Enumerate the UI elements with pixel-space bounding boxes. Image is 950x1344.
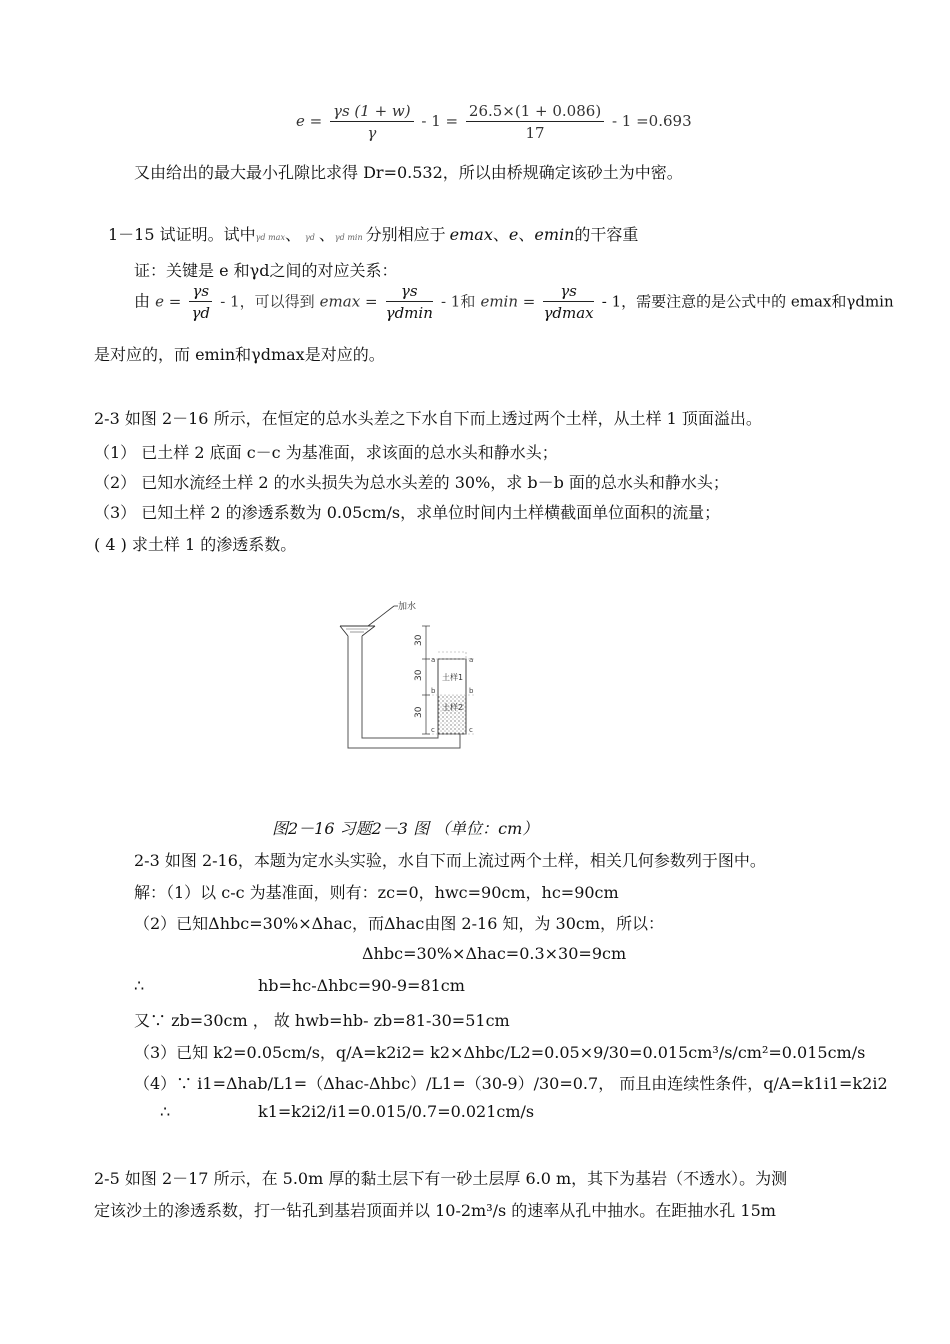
soil-sample-2-label: 土样2 bbox=[442, 703, 464, 712]
p2-sym2: γd bbox=[304, 233, 315, 242]
label-c-right: c bbox=[469, 726, 473, 734]
equation-void-ratio bbox=[296, 102, 692, 142]
label-a-right: a bbox=[469, 656, 474, 664]
p2-emin: emin bbox=[534, 225, 575, 244]
problem-2-3-item-3: （3） 已知土样 2 的渗透系数为 0.05cm/s，求单位时间内土样横截面单位面积的流量； bbox=[94, 503, 721, 522]
tube-inner bbox=[362, 636, 438, 738]
p4-e-eq: e = bbox=[155, 292, 182, 311]
p4-f3-den: γdmax bbox=[543, 304, 594, 322]
eq1-frac2-num: 26.5×(1 + 0.086) bbox=[466, 102, 604, 122]
problem-2-3-item-4: ( 4 ) 求土样 1 的渗透系数。 bbox=[94, 535, 297, 554]
dimension-label-3: 30 bbox=[414, 706, 424, 718]
label-a-left: a bbox=[431, 656, 436, 664]
solution-step-5: 又∵ zb=30cm ， 故 hwb=hb- zb=81-30=51cm bbox=[134, 1011, 510, 1030]
p2-e: e bbox=[508, 225, 519, 244]
problem-2-5-line-1: 2-5 如图 2－17 所示，在 5.0m 厚的黏土层下有一砂土层厚 6.0 m，其下为基岩（不透水）。为测 bbox=[94, 1169, 788, 1188]
solution-step-4: hb=hc-Δhbc=90-9=81cm bbox=[258, 976, 465, 995]
p4-f1-num: γs bbox=[189, 282, 212, 302]
therefore-symbol-2: ∴ bbox=[160, 1102, 171, 1121]
label-b-right: b bbox=[469, 687, 474, 695]
dimension-label-1: 30 bbox=[414, 634, 424, 646]
p2-suffix: 的干容重 bbox=[574, 225, 639, 244]
problem-2-3-title: 2-3 如图 2－16 所示，在恒定的总水头差之下水自下而上透过两个土样，从土样 1 顶面溢出。 bbox=[94, 409, 762, 428]
solution-step-7: （4）∵ i1=Δhab/L1=（Δhac-Δhbc）/L1=（30-9）/30=0.7， 而且由连续性条件，q/A=k1i1=k2i2 bbox=[134, 1074, 888, 1093]
p4-mid2: - 1和 bbox=[440, 292, 476, 311]
soil-sample-2-fill bbox=[438, 695, 466, 734]
p4-f2-num: γs bbox=[386, 282, 433, 302]
problem-2-3-item-2: （2） 已知水流经土样 2 的水头损失为总水头差的 30%，求 b－b 面的总水头和静水头； bbox=[94, 473, 729, 492]
eq1-result: - 1 =0.693 bbox=[611, 112, 692, 130]
water-pointer-line bbox=[368, 606, 394, 626]
label-b-left: b bbox=[431, 687, 436, 695]
label-c-left: c bbox=[431, 726, 435, 734]
eq1-minus-one: - 1 = bbox=[421, 112, 459, 130]
reservoir-left-wall bbox=[340, 626, 348, 636]
p2-sym3: γd min bbox=[334, 233, 363, 242]
p4-fraction-2 bbox=[386, 282, 433, 322]
p2-sep2: 、 bbox=[318, 225, 335, 244]
p2-middle: 分别相应于 bbox=[365, 225, 446, 244]
p2-sep4: 、 bbox=[518, 225, 535, 244]
dimension-label-2: 30 bbox=[414, 669, 424, 681]
eq1-fraction-2 bbox=[466, 102, 604, 142]
p4-emin-eq: emin = bbox=[480, 292, 536, 311]
problem-2-5-line-2: 定该沙土的渗透系数，打一钻孔到基岩顶面并以 10-2m³/s 的速率从孔中抽水。在距抽水孔 15m bbox=[94, 1201, 776, 1220]
soil-sample-1-label: 土样1 bbox=[442, 673, 464, 682]
p2-sym1: γd max bbox=[255, 233, 285, 242]
proof-conclusion: 是对应的，而 emin和γdmax是对应的。 bbox=[94, 345, 385, 364]
p4-fraction-3 bbox=[543, 282, 593, 322]
figure-2-16 bbox=[330, 596, 510, 756]
eq1-frac1-den: γ bbox=[367, 124, 377, 142]
p4-f1-den: γd bbox=[191, 304, 211, 322]
eq1-lhs: e = bbox=[296, 112, 323, 130]
therefore-symbol-1: ∴ bbox=[134, 976, 145, 995]
water-label: 加水 bbox=[398, 602, 417, 612]
reservoir-right-wall bbox=[362, 626, 375, 636]
paragraph-dr: 又由给出的最大最小孔隙比求得 Dr=0.532，所以由桥规确定该砂土为中密。 bbox=[134, 163, 683, 182]
problem-2-3-item-1: （1） 已土样 2 底面 c－c 为基准面，求该面的总水头和静水头； bbox=[94, 443, 558, 462]
solution-step-6: （3）已知 k2=0.05cm/s，q/A=k2i2= k2×Δhbc/L2=0.05×9/30=0.015cm³/s/cm²=0.015cm/s bbox=[134, 1043, 866, 1062]
p2-sep3: 、 bbox=[492, 225, 509, 244]
eq1-fraction-1 bbox=[330, 102, 414, 142]
p2-sep1: 、 bbox=[284, 225, 301, 244]
p2-emax: emax bbox=[449, 225, 493, 244]
p4-lead: 由 bbox=[134, 291, 151, 311]
p4-f3-num: γs bbox=[543, 282, 593, 302]
eq1-frac1-num: γs (1 + w) bbox=[330, 102, 414, 122]
solution-step-1: 解：（1）以 c-c 为基准面，则有：zc=0，hwc=90cm，hc=90cm bbox=[134, 883, 619, 902]
p4-tail: - 1，需要注意的是公式中的 emax和γdmin bbox=[601, 292, 894, 311]
solution-step-8: k1=k2i2/i1=0.015/0.7=0.021cm/s bbox=[258, 1102, 535, 1121]
problem-1-15 bbox=[108, 222, 638, 245]
p4-mid1: - 1，可以得到 bbox=[220, 292, 315, 311]
proof-intro: 证：关键是 e 和γd之间的对应关系： bbox=[134, 261, 398, 280]
p2-prefix: 1－15 试证明。试中 bbox=[108, 225, 256, 244]
eq1-frac2-den: 17 bbox=[525, 124, 545, 142]
p4-emax-eq: emax = bbox=[319, 292, 378, 311]
figure-caption: 图2－16 习题2－3 图 （单位：cm） bbox=[272, 819, 539, 838]
solution-step-2: （2）已知Δhbc=30%×Δhac，而Δhac由图 2-16 知，为 30cm，所以： bbox=[134, 914, 665, 933]
proof-equations bbox=[134, 282, 894, 322]
solution-step-3: Δhbc=30%×Δhac=0.3×30=9cm bbox=[362, 944, 627, 963]
p4-f2-den: γdmin bbox=[385, 304, 433, 322]
solution-intro: 2-3 如图 2-16，本题为定水头实验，水自下而上流过两个土样，相关几何参数列于图中。 bbox=[134, 851, 766, 870]
p4-fraction-1 bbox=[189, 282, 212, 322]
